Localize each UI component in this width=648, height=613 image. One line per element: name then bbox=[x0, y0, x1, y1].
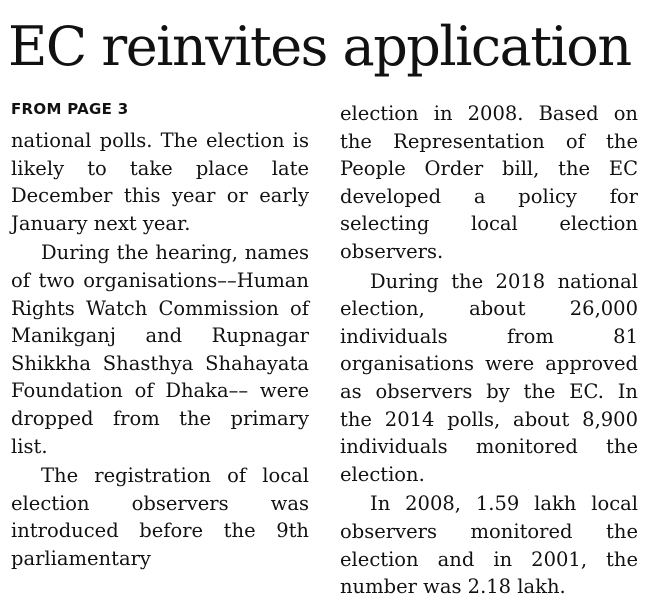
paragraph-2008-observers: In 2008, 1.59 lakh local observers monitored the election and in 2001, the number was 2.18 lakh. bbox=[340, 492, 638, 599]
article-column-left bbox=[11, 127, 309, 573]
paragraph-policy: election in 2008. Based on the Representation of the People Order bill, the EC developed a policy for selecting local election observers. bbox=[340, 102, 638, 263]
paragraph-continued: national polls. The election is likely to take place late December this year or early January next year. bbox=[11, 129, 309, 235]
article-column-right bbox=[340, 100, 638, 601]
headline: EC reinvites application bbox=[8, 15, 631, 78]
paragraph-2018-election: During the 2018 national election, about 26,000 individuals from 81 organisations were approved as observers by the EC. In the 2014 polls, about 8,900 individuals monitored the election. bbox=[340, 269, 638, 486]
paragraph-hearing: During the hearing, names of two organisations––Human Rights Watch Commission of Manikganj and Rupnagar Shikkha Shasthya Shahayata Foundation of Dhaka–– were dropped from the primary list. bbox=[11, 241, 309, 458]
paragraph-registration: The registration of local election observers was introduced before the 9th parliamentary bbox=[11, 464, 309, 570]
dateline-from-page: FROM PAGE 3 bbox=[11, 100, 129, 118]
